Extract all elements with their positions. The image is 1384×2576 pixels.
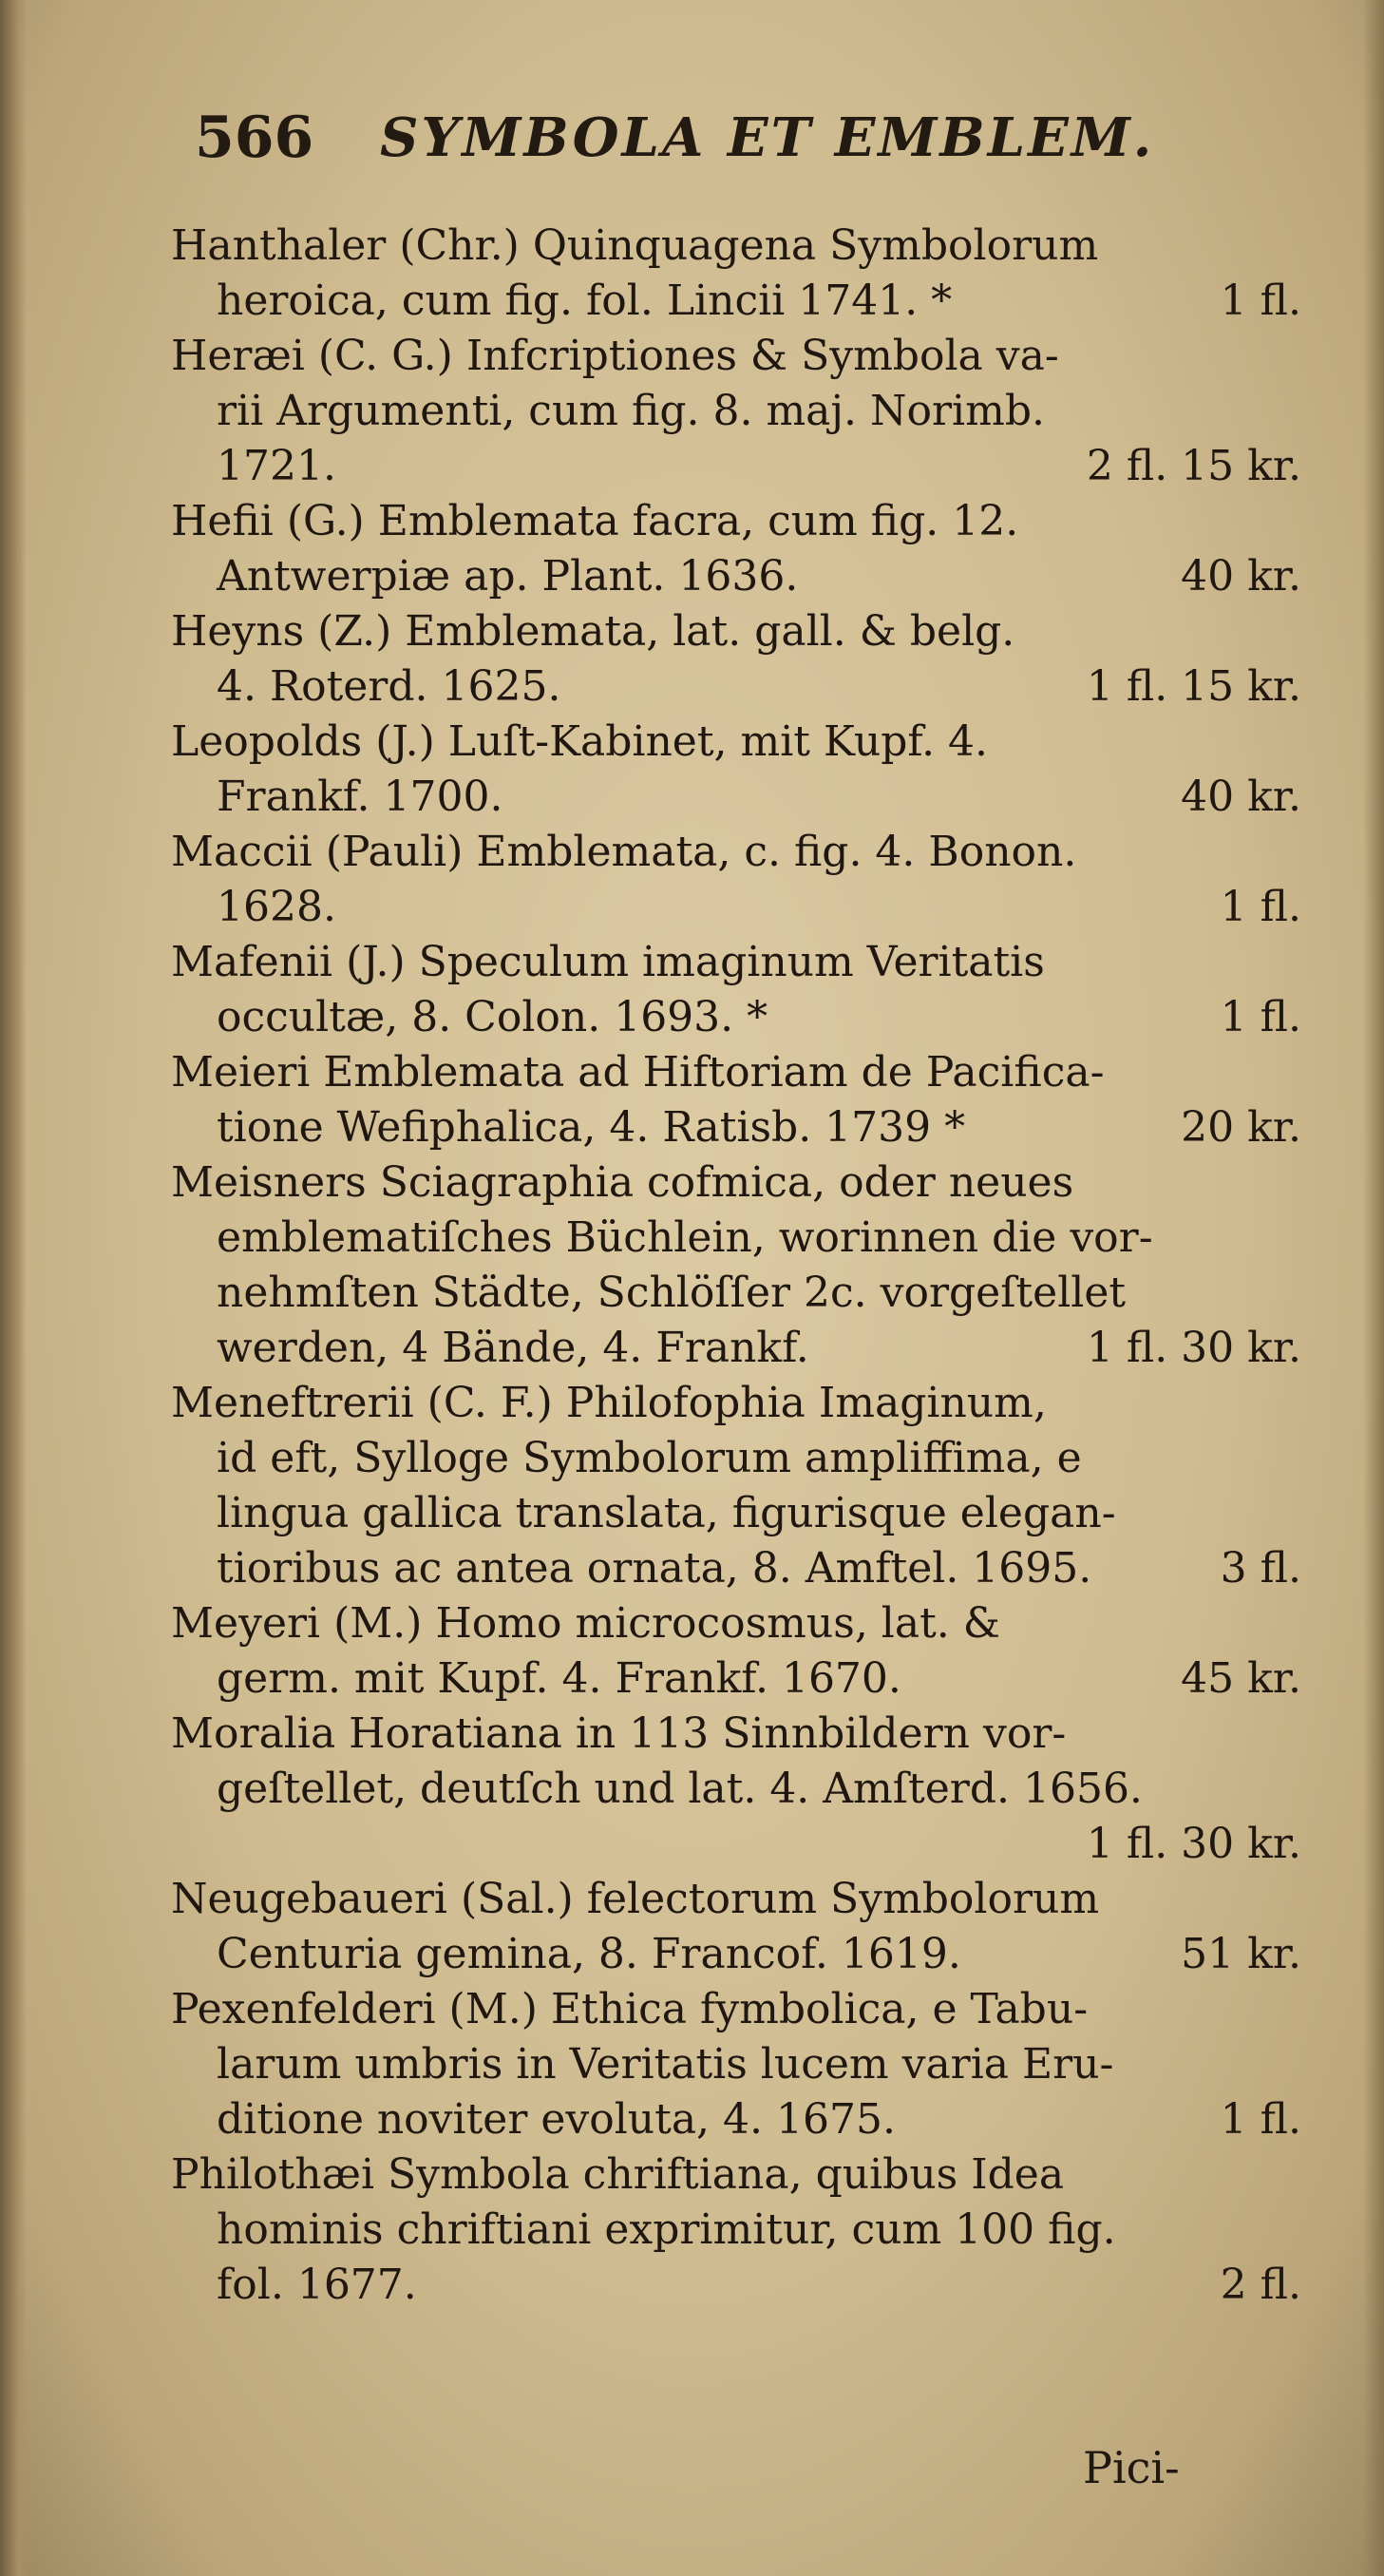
entry-line [171, 1596, 1301, 1651]
entry-price: 3 fl. [1220, 1544, 1301, 1593]
entry-text: lingua gallica translata, figurisque elegan- [217, 1489, 1116, 1537]
entry-text: 1628. [217, 883, 336, 931]
entry-text: Mafenii (J.) Speculum imaginum Veritatis [171, 938, 1045, 986]
entry-price: 1 fl. [1220, 277, 1301, 325]
entry-text: rii Argumenti, cum fig. 8. maj. Norimb. [217, 387, 1045, 435]
catalog-entry [171, 219, 1301, 329]
catalog-entry [171, 329, 1301, 494]
entry-price: 1 fl. [1220, 883, 1301, 931]
entry-line [171, 1927, 1301, 1982]
catalog-entry [171, 604, 1301, 715]
entry-text: Meneftrerii (C. F.) Philofophia Imaginum, [171, 1379, 1047, 1427]
entry-text: Maccii (Pauli) Emblemata, c. fig. 4. Bonon. [171, 828, 1077, 876]
entry-line [171, 825, 1301, 880]
entry-line [171, 1376, 1301, 1431]
entry-text: Frankf. 1700. [217, 773, 503, 821]
entry-price: 40 kr. [1181, 552, 1301, 601]
entry-text: Heyns (Z.) Emblemata, lat. gall. & belg. [171, 607, 1015, 656]
entry-text: Leopolds (J.) Luſt-Kabinet, mit Kupf. 4. [171, 717, 989, 766]
entry-line [171, 384, 1301, 439]
catalog-entry [171, 494, 1301, 604]
entry-text: Neugebaueri (Sal.) felectorum Symbolorum [171, 1875, 1100, 1923]
entry-line [171, 604, 1301, 659]
entry-line [171, 1486, 1301, 1541]
entry-text: heroica, cum fig. fol. Lincii 1741. * [217, 277, 953, 325]
entry-text: Meisners Sciagraphia cofmica, oder neues [171, 1158, 1074, 1207]
entry-line [171, 1211, 1301, 1266]
catalog-entry [171, 1155, 1301, 1376]
entry-line [171, 2092, 1301, 2147]
entry-price: 2 fl. [1220, 2261, 1301, 2309]
entry-text: Antwerpiæ ap. Plant. 1636. [217, 552, 799, 601]
page-number: 566 [195, 105, 314, 171]
page-edge-shadow [1363, 0, 1384, 2576]
catalog-entry [171, 1982, 1301, 2147]
entry-text: werden, 4 Bände, 4. Frankf. [217, 1324, 809, 1372]
entry-text: tioribus ac antea ornata, 8. Amftel. 1695. [217, 1544, 1092, 1593]
entry-text: larum umbris in Veritatis lucem varia Eru- [217, 2040, 1114, 2089]
entry-line [171, 770, 1301, 825]
entry-line [171, 1651, 1301, 1707]
entry-line [171, 1762, 1301, 1817]
entry-text: emblematiſches Büchlein, worinnen die vor- [217, 1213, 1153, 1262]
entry-price: 1 fl. [1220, 2095, 1301, 2144]
entry-price: 1 fl. 15 kr. [1086, 662, 1301, 711]
entry-price: 20 kr. [1181, 1103, 1301, 1152]
entry-line [171, 990, 1301, 1045]
entry-line [171, 2258, 1301, 2313]
entry-line [171, 1045, 1301, 1100]
entry-line [171, 935, 1301, 990]
entry-text: Hefii (G.) Emblemata facra, cum fig. 12. [171, 497, 1019, 545]
entry-text: hominis chriftiani exprimitur, cum 100 fig. [217, 2205, 1116, 2254]
entry-line [171, 274, 1301, 329]
catalog-entry [171, 715, 1301, 825]
entry-text: Hanthaler (Chr.) Quinquagena Symbolorum [171, 221, 1099, 270]
entry-text: Pexenfelderi (M.) Ethica fymbolica, e Tabu- [171, 1985, 1089, 2033]
entry-line [171, 1817, 1301, 1872]
entry-line [171, 1541, 1301, 1596]
catalog-entry [171, 1596, 1301, 1707]
entry-text: Philothæi Symbola chriftiana, quibus Idea [171, 2150, 1065, 2199]
entry-price: 1 fl. [1220, 993, 1301, 1041]
entry-line [171, 1155, 1301, 1211]
entry-text: fol. 1677. [217, 2261, 417, 2309]
entry-line [171, 1431, 1301, 1486]
entry-line [171, 2203, 1301, 2258]
running-title: SYMBOLA ET EMBLEM. [380, 106, 1155, 169]
catalog-entry [171, 1707, 1301, 1872]
entry-text: Meieri Emblemata ad Hiftoriam de Pacifica- [171, 1048, 1105, 1097]
entry-price: 45 kr. [1181, 1654, 1301, 1703]
entry-text: Heræi (C. G.) Infcriptiones & Symbola va- [171, 332, 1059, 380]
entry-line [171, 494, 1301, 549]
catalog-entry [171, 2147, 1301, 2313]
entry-text: nehmſten Städte, Schlöſſer 2c. vorgeſtellet [217, 1269, 1127, 1317]
entry-line [171, 659, 1301, 715]
entry-price: 1 fl. 30 kr. [1086, 1820, 1301, 1868]
entry-line [171, 1100, 1301, 1155]
entry-price: 40 kr. [1181, 773, 1301, 821]
page-header [195, 105, 1240, 190]
entry-line [171, 549, 1301, 604]
catalog-entry [171, 1376, 1301, 1596]
catchword: Pici- [1083, 2442, 1180, 2493]
entry-line [171, 1872, 1301, 1927]
entry-text: Centuria gemina, 8. Francof. 1619. [217, 1930, 961, 1978]
entry-line [171, 1707, 1301, 1762]
entry-line [171, 219, 1301, 274]
catalog-entries [171, 219, 1301, 2313]
catalog-entry [171, 1872, 1301, 1982]
entry-price: 1 fl. 30 kr. [1086, 1324, 1301, 1372]
entry-line [171, 715, 1301, 770]
entry-text: id eft, Sylloge Symbolorum ampliffima, e [217, 1434, 1082, 1482]
entry-line [171, 1982, 1301, 2037]
entry-line [171, 2037, 1301, 2092]
entry-text: Meyeri (M.) Homo microcosmus, lat. & [171, 1599, 1000, 1648]
entry-line [171, 329, 1301, 384]
entry-text: germ. mit Kupf. 4. Frankf. 1670. [217, 1654, 901, 1703]
entry-text: tione Wefiphalica, 4. Ratisb. 1739 * [217, 1103, 966, 1152]
entry-line [171, 1321, 1301, 1376]
entry-line [171, 1266, 1301, 1321]
entry-text: ditione noviter evoluta, 4. 1675. [217, 2095, 896, 2144]
entry-price: 2 fl. 15 kr. [1086, 442, 1301, 490]
entry-text: 1721. [217, 442, 336, 490]
entry-line [171, 880, 1301, 935]
entry-text: occultæ, 8. Colon. 1693. * [217, 993, 768, 1041]
catalog-entry [171, 935, 1301, 1045]
entry-text: Moralia Horatiana in 113 Sinnbildern vor- [171, 1709, 1067, 1758]
catalog-entry [171, 1045, 1301, 1155]
entry-price: 51 kr. [1181, 1930, 1301, 1978]
entry-text: geſtellet, deutſch und lat. 4. Amſterd. 1656. [217, 1765, 1143, 1813]
entry-line [171, 439, 1301, 494]
catalog-entry [171, 825, 1301, 935]
entry-line [171, 2147, 1301, 2203]
entry-text: 4. Roterd. 1625. [217, 662, 561, 711]
page-gutter-shadow [0, 0, 27, 2576]
